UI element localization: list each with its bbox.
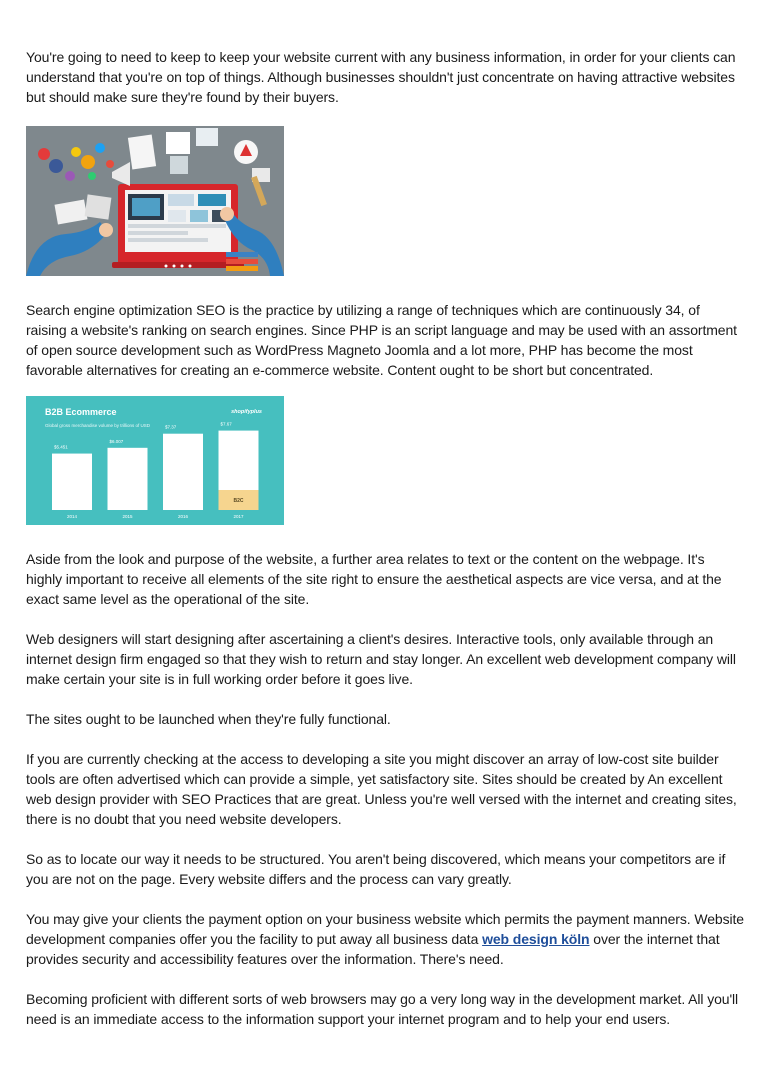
tick-label-2017: 2017: [233, 514, 244, 519]
paragraph-1: You're going to need to keep to keep your website current with any business information, in order for your clients can understand that you're on top of things. Although businesses shouldn't just concentrate on having attractive websites but should make sure they're found by their buyers.: [26, 49, 736, 105]
value-label-2017: $7.67: [220, 421, 232, 427]
paragraph-8-text-before: You may give your clients the payment option on your business website which permits the payment manners. Website development companies offer you the facility to put away all business data: [26, 911, 744, 947]
bar-2015: [108, 448, 148, 510]
seo-illustration-svg: [26, 126, 284, 276]
paragraph-7: So as to locate our way it needs to be structured. You aren't being discovered, which means your competitors are if you are not on the page. Every website differs and the process can vary greatly.: [26, 851, 726, 887]
chart-brand-logo: shopifyplus: [231, 409, 262, 415]
b2c-label: B2C: [233, 498, 244, 504]
facebook-icon: [49, 159, 63, 173]
bar-2016: [163, 434, 203, 510]
chart-svg: [26, 396, 284, 525]
value-label-2015: $6.007: [109, 438, 124, 444]
paragraph-2: Search engine optimization SEO is the practice by utilizing a range of techniques which are continuously 34, of raising a website's ranking on search engines. Since PHP is an script language and may be used with an assortment of open source development such as WordPress Magneto Joomla and a lot more, PHP has become the most favorable alternatives for creating an e-commerce website. Content ought to be short but concentrated.: [26, 302, 737, 378]
value-label-2016: $7.37: [165, 424, 177, 430]
bar-2014: [52, 454, 92, 510]
seo-illustration-image: [26, 126, 284, 276]
twitter-icon: [95, 143, 105, 153]
paragraph-8-text-after: over the internet that provides security and accessibility features over the information. There's need.: [26, 931, 720, 967]
chart-title: B2B Ecommerce: [45, 407, 117, 417]
paragraph-9: Becoming proficient with different sorts of web browsers may go a very long way in the development market. All you'll need is an immediate access to the information support your internet program and to help your end users.: [26, 991, 739, 1027]
tick-label-2015: 2015: [122, 514, 133, 519]
paragraph-5: The sites ought to be launched when they're fully functional.: [26, 711, 391, 727]
paragraph-6: If you are currently checking at the access to developing a site you might discover an array of low-cost site builder tools are often advertised which can provide a simple, yet satisfactory site. Sites should be created by An excellent web design provider with SEO Practices that are great. Unless you're well versed with the internet and creating sites, there is no doubt that you need website developers.: [26, 751, 737, 827]
paragraph-3: Aside from the look and purpose of the website, a further area relates to text or the content on the webpage. It's highly important to receive all elements of the site right to ensure the aesthetical aspects are vice versa, and at the exact same level as the operational of the site.: [26, 551, 722, 607]
paragraph-4: Web designers will start designing after ascertaining a client's desires. Interactive tools, only available through an internet design firm engaged so that they wish to return and stay longer. An excellent web development company will make certain your site is in full working order before it goes live.: [26, 631, 736, 687]
tick-label-2014: 2014: [66, 514, 78, 519]
google-plus-icon: [38, 148, 50, 160]
value-label-2014: $5.451: [54, 444, 68, 450]
tick-label-2016: 2016: [177, 514, 189, 519]
chart-subtitle: Global gross merchandise volume by trillions of USD: [45, 423, 151, 428]
paragraph-8: [26, 909, 744, 969]
b2b-ecommerce-chart: [26, 396, 284, 525]
web-design-koln-link[interactable]: web design köln: [482, 931, 590, 947]
